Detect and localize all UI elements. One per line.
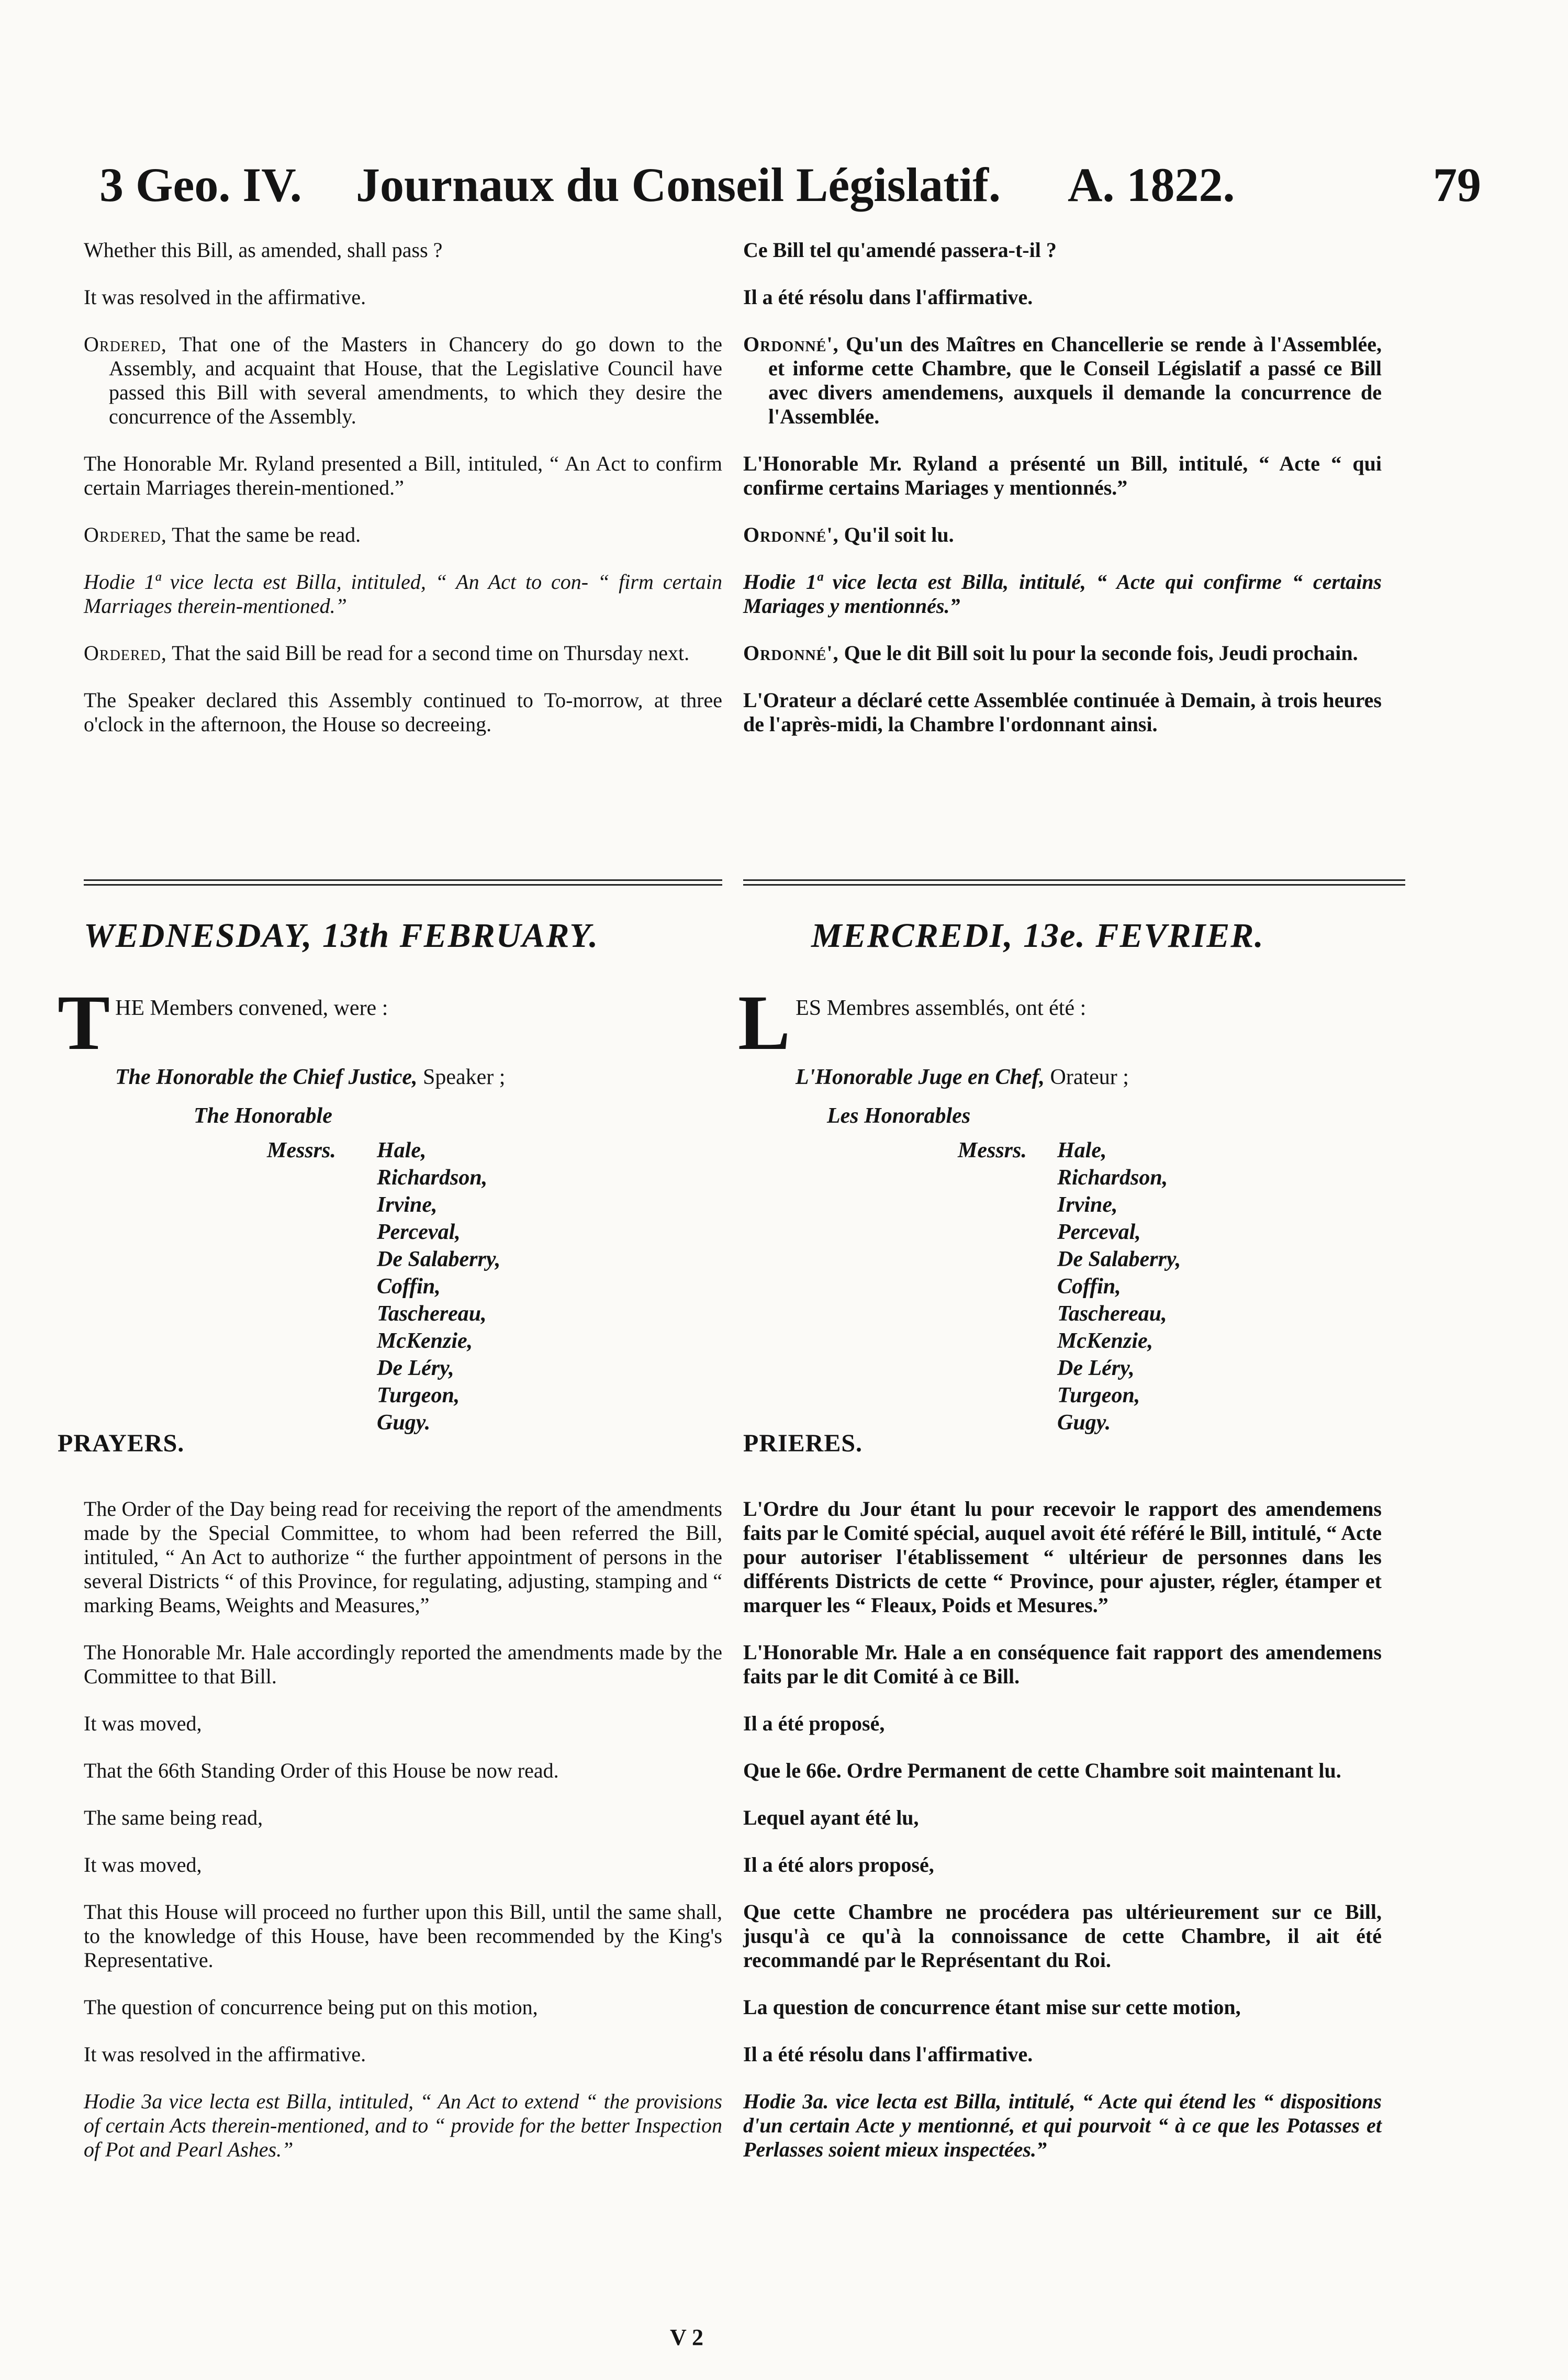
paragraph: L'Honorable Mr. Hale a en conséquence fait rapport des amendemens faits par le dit Comité à ce Bill. [743,1640,1382,1688]
english-column-bottom [84,1497,722,2185]
order-paragraph [743,332,1382,429]
ordered-label: Ordered, [84,641,167,665]
paragraph: It was resolved in the affirmative. [84,2042,366,2066]
english-column-top [84,238,722,759]
paragraph: L'Orateur a déclaré cette Assemblée continuée à Demain, à trois heures de l'après-midi, la Chambre l'ordonnant ainsi. [743,688,1382,736]
signature-mark: V 2 [670,2325,703,2350]
member-name: Richardson, [1057,1166,1168,1190]
paragraph-text: Que le dit Bill soit lu pour la seconde fois, Jeudi prochain. [844,641,1358,665]
speaker-line [115,1064,696,1091]
prayers-heading-english: PRAYERS. [58,1429,185,1457]
paragraph: The Speaker declared this Assembly continued to To-morrow, at three o'clock in the afternoon, the House so decreeing. [84,688,722,736]
member-name: Irvine, [1057,1193,1118,1217]
paragraph: That the 66th Standing Order of this House be now read. [84,1759,559,1782]
paragraph: Il a été résolu dans l'affirmative. [743,285,1033,309]
paragraph: Que le 66e. Ordre Permanent de cette Chambre soit maintenant lu. [743,1759,1341,1782]
ordered-label: Ordonné', [743,523,839,546]
member-name: Coffin, [377,1275,441,1299]
paragraph: Hodie 3a. vice lecta est Billa, intitulé, “ Acte qui étend les “ dispositions d'un certain Acte y mentionné, et qui pourvoit “ à ce que les Potasses et Perlasses soient mieux inspectées.” [743,2090,1382,2161]
member-name: Gugy. [1057,1411,1111,1435]
speaker-role: Orateur ; [1050,1065,1129,1089]
order-paragraph [743,523,1382,547]
order-paragraph [84,332,722,429]
paragraph: Il a été alors proposé, [743,1853,934,1876]
running-header [99,157,1481,220]
paragraph: Hodie 1ª vice lecta est Billa, intitulé, “ Acte qui confirme “ certains Mariages y mentionnés.” [743,570,1382,618]
member-name: Turgeon, [1057,1383,1140,1407]
speaker-role: Speaker ; [423,1065,506,1089]
member-name: Taschereau, [1057,1302,1167,1326]
intro-text: ES Membres assemblés, ont été : [796,996,1087,1020]
member-name: Richardson, [377,1166,488,1190]
paragraph: Il a été résolu dans l'affirmative. [743,2042,1033,2066]
ordered-label: Ordonné', [743,641,839,665]
members-intro [58,979,696,1066]
speaker-line [796,1064,1376,1091]
paragraph: Hodie 3a vice lecta est Billa, intituled, “ An Act to extend “ the provisions of certain Acts therein-mentioned, and to “ provide for the better Inspection of Pot and Pearl Ashes.” [84,2090,722,2161]
member-name: Coffin, [1057,1275,1121,1299]
day-heading-french: MERCREDI, 13e. FEVRIER. [811,917,1264,955]
section-divider [84,879,722,892]
french-column-bottom [743,1497,1382,2185]
ordered-label: Ordered, [84,523,167,546]
member-name: Taschereau, [377,1302,487,1326]
paragraph: The same being read, [84,1806,263,1829]
regnal-year: 3 Geo. IV. [99,158,302,211]
member-name: Gugy. [377,1411,431,1435]
day-heading-english: WEDNESDAY, 13th FEBRUARY. [84,917,599,955]
members-present-french [738,979,1376,1436]
page-number: 79 [1433,158,1481,211]
member-name: De Léry, [1057,1356,1135,1380]
paragraph-text: Qu'il soit lu. [844,523,954,546]
order-paragraph [84,641,722,665]
member-name: McKenzie, [1057,1329,1153,1353]
paragraph: La question de concurrence étant mise sur cette motion, [743,1995,1241,2019]
member-name: McKenzie, [377,1329,473,1353]
ordered-label: Ordonné', [743,332,839,356]
paragraph-text: That the said Bill be read for a second time on Thursday next. [172,641,690,665]
french-column-top [743,238,1382,759]
member-name: Turgeon, [377,1383,460,1407]
section-divider [743,879,1405,892]
paragraph: L'Honorable Mr. Ryland a présenté un Bill, intitulé, “ Acte “ qui confirme certains Mariages y mentionnés.” [743,452,1382,499]
order-paragraph [743,641,1382,665]
paragraph-text: Qu'un des Maîtres en Chancellerie se rende à l'Assemblée, et informe cette Chambre, que le Conseil Législatif a passé ce Bill avec divers amendemens, auxquels il demande la concurrence de l'Assemblée. [768,332,1382,428]
paragraph: Ce Bill tel qu'amendé passera-t-il ? [743,238,1057,262]
member-name: De Léry, [377,1356,454,1380]
paragraph: The Order of the Day being read for receiving the report of the amendments made by the Special Committee, to whom had been referred the Bill, intituled, “ An Act to authorize “ the further appointment of persons in the several Districts “ of this Province, for regulating, adjusting, stamping and “ marking Beams, Weights and Measures,” [84,1497,722,1617]
member-name: Hale, [1057,1138,1107,1163]
paragraph: Hodie 1ª vice lecta est Billa, intituled, “ An Act to con- “ firm certain Marriages therein-mentioned.” [84,570,722,618]
member-name: Perceval, [377,1220,461,1244]
paragraph: Lequel ayant été lu, [743,1806,919,1829]
speaker-name: The Honorable the Chief Justice, [115,1065,418,1089]
speaker-name: L'Honorable Juge en Chef, [796,1065,1045,1089]
year: A. 1822. [1068,158,1235,211]
paragraph: It was resolved in the affirmative. [84,285,366,309]
member-name: Hale, [377,1138,427,1163]
member-names [377,1137,696,1436]
honorable-label: Les Honorables [827,1104,971,1128]
members-intro [738,979,1376,1066]
paragraph-text: That one of the Masters in Chancery do go down to the Assembly, and acquaint that House, that the Legislative Council have passed this Bill with several amendments, to which they desire the concurrence of the Assembly. [109,332,723,428]
intro-text: HE Members convened, were : [115,996,388,1020]
order-paragraph [84,523,722,547]
messrs-label: Messrs. [958,1138,1027,1163]
paragraph: It was moved, [84,1853,202,1876]
paragraph: Il a été proposé, [743,1712,885,1735]
honorable-label: The Honorable [194,1104,332,1128]
paragraph: That this House will proceed no further upon this Bill, until the same shall, to the knowledge of this House, have been recommended by the King's Representative. [84,1900,722,1972]
member-name: De Salaberry, [1057,1247,1181,1271]
member-names [1057,1137,1376,1436]
paragraph: The Honorable Mr. Hale accordingly reported the amendments made by the Committee to that Bill. [84,1640,722,1688]
paragraph: L'Ordre du Jour étant lu pour recevoir le rapport des amendemens faits par le Comité spécial, auquel avoit été référé le Bill, intitulé, “ Acte pour autoriser l'établissement “ ultérieur de personnes dans les différents Districts de cette “ Province, pour ajuster, régler, étamper et marquer les “ Fleaux, Poids et Mesures.” [743,1497,1382,1617]
journal-title: Journaux du Conseil Législatif. [356,158,1001,211]
member-name: De Salaberry, [377,1247,501,1271]
prayers-heading-french: PRIERES. [743,1429,863,1457]
paragraph: The question of concurrence being put on this motion, [84,1995,538,2019]
messrs-label: Messrs. [267,1138,336,1163]
members-present-english [58,979,696,1436]
member-name: Perceval, [1057,1220,1141,1244]
paragraph: Que cette Chambre ne procédera pas ultérieurement sur ce Bill, jusqu'à ce qu'à la connoissance de cette Chambre, il ait été recommandé par le Représentant du Roi. [743,1900,1382,1972]
drop-cap: T [58,979,110,1066]
ordered-label: Ordered, [84,332,167,356]
drop-cap: L [738,979,791,1066]
member-name: Irvine, [377,1193,438,1217]
paragraph: It was moved, [84,1712,202,1735]
paragraph: The Honorable Mr. Ryland presented a Bill, intituled, “ An Act to confirm certain Marriages therein-mentioned.” [84,452,722,499]
paragraph-text: That the same be read. [172,523,361,546]
paragraph: Whether this Bill, as amended, shall pass ? [84,238,443,262]
